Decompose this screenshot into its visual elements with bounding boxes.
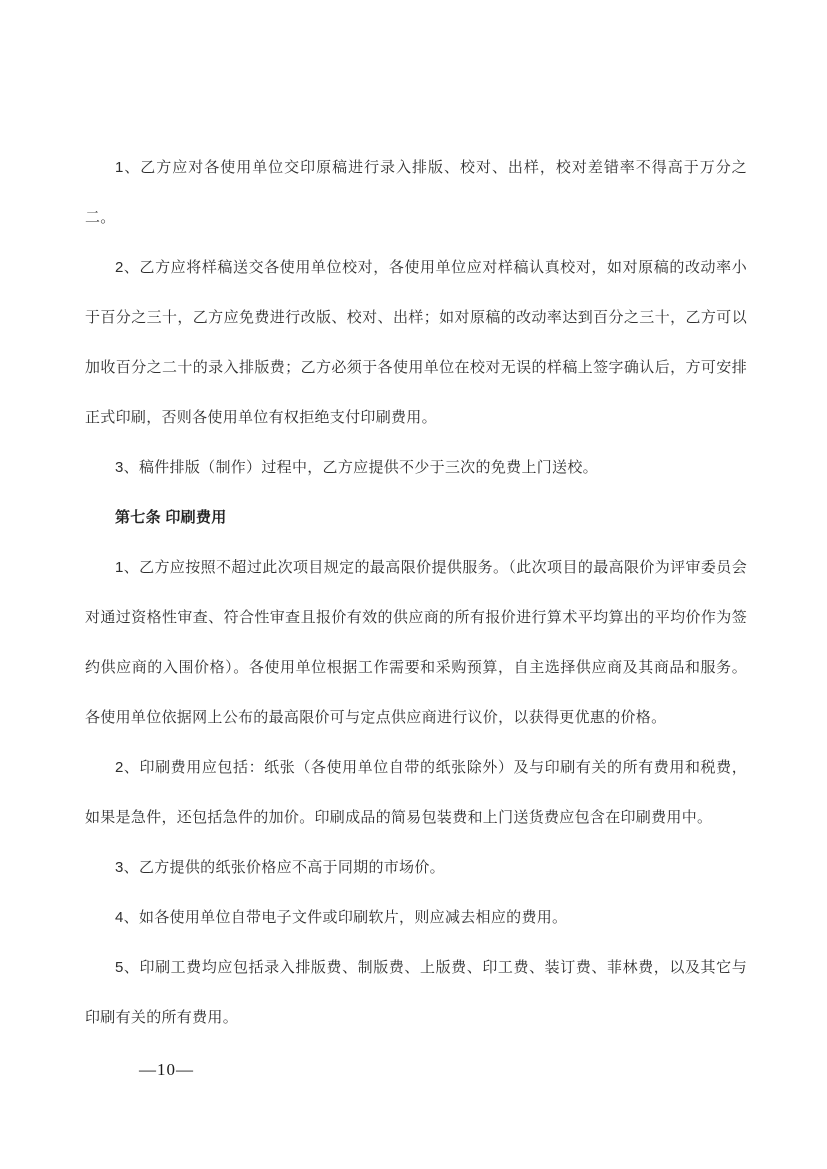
paragraph-deduction-electronic-files: 4、如各使用单位自带电子文件或印刷软片，则应减去相应的费用。 (115, 909, 568, 926)
section-heading-article-7: 第七条 印刷费用 (115, 509, 227, 526)
paragraph-free-delivery-proofs: 3、稿件排版（制作）过程中，乙方应提供不少于三次的免费上门送校。 (115, 459, 598, 476)
paragraph-labor-fee-scope: 5、印刷工费均应包括录入排版费、制版费、上版费、印工费、装订费、菲林费，以及其它与印刷有关的所有费用。 (85, 959, 747, 1026)
paragraph-sample-proofreading: 2、乙方应将样稿送交各使用单位校对，各使用单位应对样稿认真校对，如对原稿的改动率小于百分之三十，乙方应免费进行改版、校对、出样；如对原稿的改动率达到百分之三十，乙方可以加收百分之二十的录入排版费；乙方必须于各使用单位在校对无误的样稿上签字确认后，方可安排正式印刷，否则各使用单位有权拒绝支付印刷费用。 (85, 259, 747, 426)
document-content (85, 143, 747, 1043)
paragraph-paper-price: 3、乙方提供的纸张价格应不高于同期的市场价。 (115, 859, 445, 876)
page-number: —10— (139, 1060, 194, 1079)
paragraph-printing-fee-scope: 2、印刷费用应包括：纸张（各使用单位自带的纸张除外）及与印刷有关的所有费用和税费，如果是急件，还包括急件的加价。印刷成品的简易包装费和上门送货费应包含在印刷费用中。 (85, 759, 747, 826)
paragraph-proofreading-error-rate: 1、乙方应对各使用单位交印原稿进行录入排版、校对、出样，校对差错率不得高于万分之二。 (85, 159, 747, 226)
paragraph-max-price-limit: 1、乙方应按照不超过此次项目规定的最高限价提供服务。（此次项目的最高限价为评审委员会对通过资格性审查、符合性审查且报价有效的供应商的所有报价进行算术平均算出的平均价作为签约供应商的入围价格）。各使用单位根据工作需要和采购预算，自主选择供应商及其商品和服务。各使用单位依据网上公布的最高限价可与定点供应商进行议价，以获得更优惠的价格。 (85, 559, 747, 726)
